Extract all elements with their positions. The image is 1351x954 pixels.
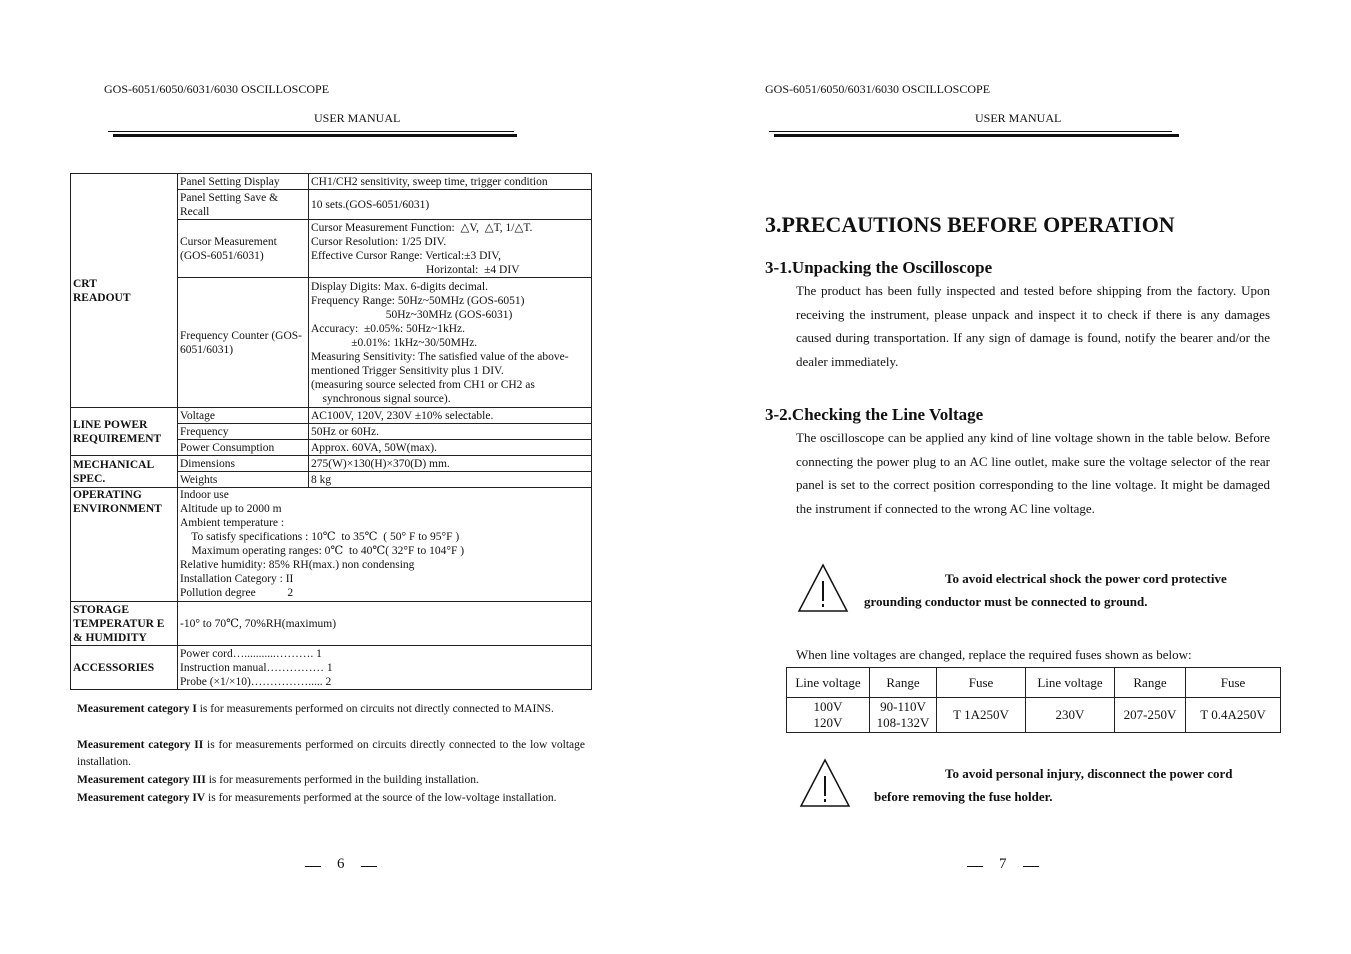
header-rule-thick-right (774, 134, 1179, 137)
spec-value-operating: Indoor use Altitude up to 2000 m Ambient temperature : To satisfy specifications : 10℃ to 35℃ ( 50° F to 95°F ) Maximum operating ranges: 0℃ to 40℃( 32°F to 104°F ) Relative humidity: 85% RH(max.) non condensing Installation Category : II Pollution degree 2 (178, 488, 592, 602)
fuse-header: Fuse (1186, 668, 1281, 698)
mc-label: Measurement category III (77, 774, 206, 786)
mc-label: Measurement category I (77, 703, 197, 715)
fuse-cell: 100V 120V (787, 698, 870, 733)
section-2-title: 3-2.Checking the Line Voltage (765, 405, 984, 424)
chapter-title: 3.PRECAUTIONS BEFORE OPERATION (765, 212, 1175, 237)
warning-triangle-icon (799, 758, 851, 808)
section-1-title: 3-1.Unpacking the Oscilloscope (765, 258, 993, 277)
mc-text: is for measurements performed on circuits directly connected to the low voltage installation. (77, 739, 585, 768)
mc-label: Measurement category IV (77, 792, 206, 804)
spec-value: Approx. 60VA, 50W(max). (309, 440, 592, 456)
spec-category-crt: CRT READOUT (71, 174, 178, 408)
spec-category-accessories: ACCESSORIES (71, 646, 178, 690)
spec-value: 8 kg (309, 472, 592, 488)
spec-item: Frequency (178, 424, 309, 440)
measurement-category-3 (77, 772, 585, 789)
page-dash (305, 866, 321, 867)
fuse-header: Range (870, 668, 937, 698)
warning-2-line-2: before removing the fuse holder. (874, 789, 1053, 804)
page-dash (1023, 866, 1039, 867)
warning-1-line-1: To avoid electrical shock the power cord protective (945, 571, 1227, 586)
page-dash (361, 866, 377, 867)
warning-2-line-1: To avoid personal injury, disconnect the power cord (945, 766, 1233, 781)
section-1-text: The product has been fully inspected and tested before shipping from the factory. Upon receiving the instrument, please unpack and inspect it to check if there is any damages caused during transportation. If any sign of damage is found, notify the bearer and/or the dealer immediately. (796, 283, 1270, 370)
spec-category-mechanical: MECHANICAL SPEC. (71, 456, 178, 488)
spec-category-storage: STORAGE TEMPERATUR E & HUMIDITY (71, 602, 178, 646)
spec-value: CH1/CH2 sensitivity, sweep time, trigger condition (309, 174, 592, 190)
spec-value: 50Hz or 60Hz. (309, 424, 592, 440)
spec-value: 10 sets.(GOS-6051/6031) (309, 190, 592, 220)
spec-value: 275(W)×130(H)×370(D) mm. (309, 456, 592, 472)
fuse-cell: 207-250V (1115, 698, 1186, 733)
warning-1-line-2: grounding conductor must be connected to ground. (864, 594, 1148, 609)
spec-category-line-power: LINE POWER REQUIREMENT (71, 408, 178, 456)
mc-text: is for measurements performed at the source of the low-voltage installation. (205, 792, 557, 804)
header-title-right: GOS-6051/6050/6031/6030 OSCILLOSCOPE (765, 82, 991, 96)
spec-item: Weights (178, 472, 309, 488)
header-subtitle-right: USER MANUAL (975, 111, 1062, 125)
spec-value-accessories: Power cord…...........………. 1 Instruction manual…………… 1 Probe (×1/×10)……………..... 2 (178, 646, 592, 690)
header-rule-thick-left (113, 134, 517, 137)
section-2-text: The oscilloscope can be applied any kind of line voltage shown in the table below. Before connecting the power plug to an AC line outlet, make sure the voltage selector of the rear panel is set to the correct position corresponding to the line voltage. It might be damaged the instrument if connected to the wrong AC line voltage. (796, 430, 1270, 517)
header-title-left: GOS-6051/6050/6031/6030 OSCILLOSCOPE (104, 82, 330, 96)
header-rule-thin-left (108, 131, 514, 132)
mc-text: is for measurements performed on circuits not directly connected to MAINS. (196, 703, 554, 715)
header-subtitle-left: USER MANUAL (314, 111, 401, 125)
spec-value-storage: -10° to 70℃, 70%RH(maximum) (178, 602, 592, 646)
measurement-category-4 (77, 790, 585, 807)
spec-item: Power Consumption (178, 440, 309, 456)
mc-text: is for measurements performed in the building installation. (205, 774, 479, 786)
fuse-cell: T 1A250V (937, 698, 1026, 733)
spec-item: Frequency Counter (GOS-6051/6031) (178, 278, 309, 408)
spec-value: Display Digits: Max. 6-digits decimal. Frequency Range: 50Hz~50MHz (GOS-6051) 50Hz~30MHz (GOS-6031) Accuracy: ±0.05%: 50Hz~1kHz. ±0.01%: 1kHz~30/50MHz. Measuring Sensitivity: The satisfied value of the above-mentioned Trigger Sensitivity plus 1 DIV. (measuring source selected from CH1 or CH2 as synchronous signal source). (309, 278, 592, 408)
fuse-header: Fuse (937, 668, 1026, 698)
measurement-category-1 (77, 701, 585, 718)
fuse-header: Line voltage (1026, 668, 1115, 698)
spec-item: Panel Setting Save & Recall (178, 190, 309, 220)
page-number-left: 6 (337, 856, 345, 872)
spec-table (70, 173, 592, 690)
spec-value: AC100V, 120V, 230V ±10% selectable. (309, 408, 592, 424)
fuse-cell: 230V (1026, 698, 1115, 733)
mc-label: Measurement category II (77, 739, 204, 751)
spec-value: Cursor Measurement Function: △V, △T, 1/△T. Cursor Resolution: 1/25 DIV. Effective Cursor Range: Vertical:±3 DIV, Horizontal: ±4 DIV (309, 220, 592, 278)
page-number-right: 7 (999, 856, 1007, 872)
fuse-cell: 90-110V 108-132V (870, 698, 937, 733)
fuse-header: Line voltage (787, 668, 870, 698)
page-dash (967, 866, 983, 867)
spec-item: Dimensions (178, 456, 309, 472)
fuse-header: Range (1115, 668, 1186, 698)
spec-item: Panel Setting Display (178, 174, 309, 190)
fuse-table (786, 667, 1281, 733)
warning-triangle-icon (797, 563, 849, 613)
measurement-category-2 (77, 737, 585, 771)
spec-item: Voltage (178, 408, 309, 424)
fuse-cell: T 0.4A250V (1186, 698, 1281, 733)
spec-item: Cursor Measurement (GOS-6051/6031) (178, 220, 309, 278)
fuse-intro: When line voltages are changed, replace the required fuses shown as below: (796, 647, 1192, 662)
spec-category-operating: OPERATING ENVIRONMENT (71, 488, 178, 602)
header-rule-thin-right (769, 131, 1172, 132)
